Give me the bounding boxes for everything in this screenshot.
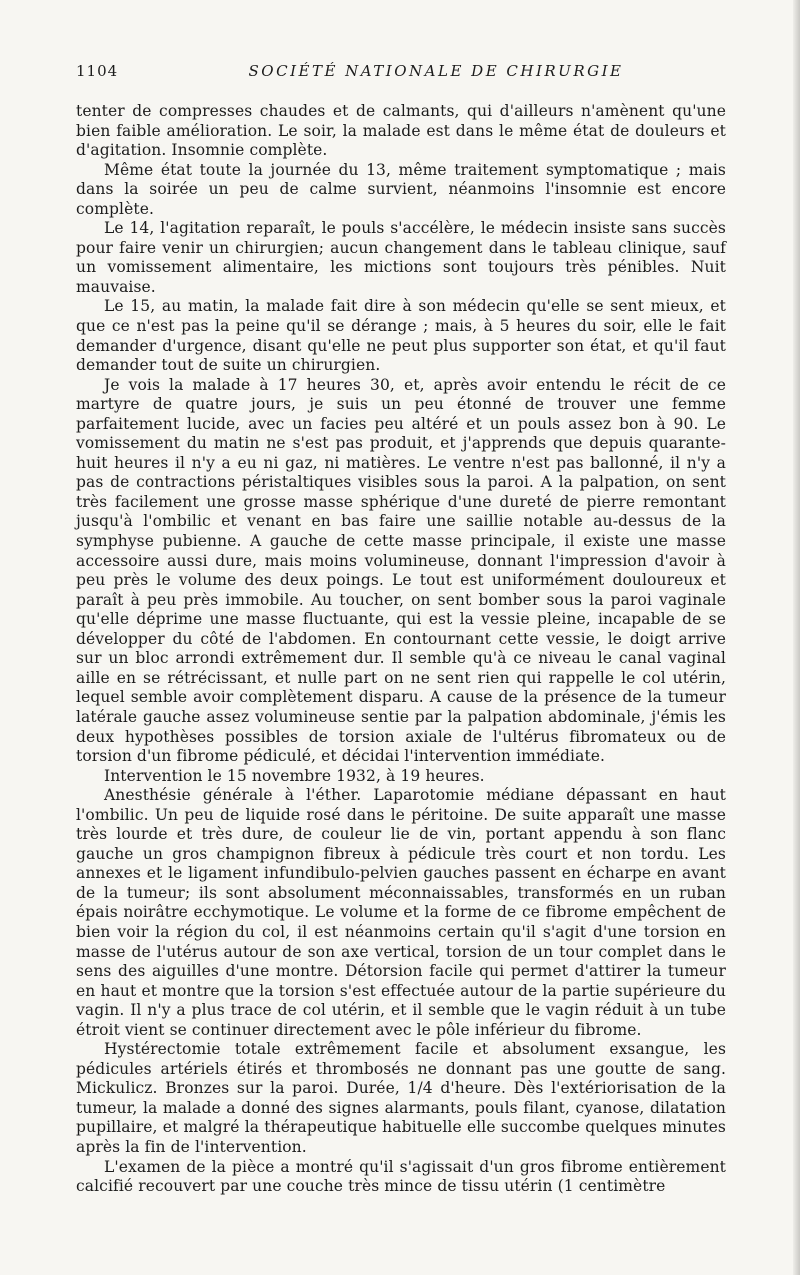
paragraph: Je vois la malade à 17 heures 30, et, après avoir entendu le récit de ce martyre de quatre jours, je suis un peu étonné de trouver une femme parfaitement lucide, avec un facies peu altéré et un pouls assez bon à 90. Le vomissement du matin ne s'est pas produit, et j'apprends que depuis quarante-huit heures il n'y a eu ni gaz, ni matières. Le ventre n'est pas ballonné, il n'y a pas de contractions péristaltiques visibles sous la paroi. A la palpation, on sent très facilement une grosse masse sphérique d'une dureté de pierre remontant jusqu'à l'ombilic et venant en bas faire une saillie notable au-dessus de la symphyse pubienne. A gauche de cette masse principale, il existe une masse accessoire aussi dure, mais moins volumineuse, donnant l'impression d'avoir à peu près le volume des deux poings. Le tout est uniformément douloureux et paraît à peu près immobile. Au toucher, on sent bomber sous la paroi vaginale qu'elle déprime une masse fluctuante, qui est la vessie pleine, incapable de se développer du côté de l'abdomen. En contournant cette vessie, le doigt arrive sur un bloc arrondi extrêmement dur. Il semble qu'à ce niveau le canal vaginal aille en se rétrécissant, et nulle part on ne sent rien qui rappelle le col utérin, lequel semble avoir complètement disparu. A cause de la présence de la tumeur latérale gauche assez volumineuse sentie par la palpation abdominale, j'émis les deux hypothèses possibles de torsion axiale de l'ultérus fibromateux ou de torsion d'un fibrome pédiculé, et décidai l'intervention immédiate. <box>76 375 726 766</box>
paragraph: Anesthésie générale à l'éther. Laparotomie médiane dépassant en haut l'ombilic. Un peu de liquide rosé dans le péritoine. De suite apparaît une masse très lourde et très dure, de couleur lie de vin, portant appendu à son flanc gauche un gros champignon fibreux à pédicule très court et non tordu. Les annexes et le ligament infundibulo-pelvien gauches passent en écharpe en avant de la tumeur; ils sont absolument méconnaissables, transformés en un ruban épais noirâtre ecchymotique. Le volume et la forme de ce fibrome empêchent de bien voir la région du col, il est néanmoins certain qu'il s'agit d'une torsion en masse de l'utérus autour de son axe vertical, torsion de un tour complet dans le sens des aiguilles d'une montre. Détorsion facile qui permet d'attirer la tumeur en haut et montre que la torsion s'est effectuée autour de la partie supérieure du vagin. Il n'y a plus trace de col utérin, et il semble que le vagin réduit à un tube étroit vient se continuer directement avec le pôle inférieur du fibrome. <box>76 786 726 1039</box>
paragraph: Hystérectomie totale extrêmement facile et absolument exsangue, les pédicules artériels étirés et thrombosés ne donnant pas une goutte de sang. Mickulicz. Bronzes sur la paroi. Durée, 1/4 d'heure. Dès l'extériorisation de la tumeur, la malade a donné des signes alarmants, pouls filant, cyanose, dilatation pupillaire, et malgré la thérapeutique habituelle elle succombe quelques minutes après la fin de l'intervention. <box>76 1040 726 1156</box>
paragraph: tenter de compresses chaudes et de calmants, qui d'ailleurs n'amènent qu'une bien faible amélioration. Le soir, la malade est dans le même état de douleurs et d'agitation. Insomnie complète. <box>76 102 726 160</box>
paragraph: Le 14, l'agitation reparaît, le pouls s'accélère, le médecin insiste sans succès pour faire venir un chirurgien; aucun changement dans le tableau clinique, sauf un vomissement alimentaire, les mictions sont toujours très pénibles. Nuit mauvaise. <box>76 219 726 296</box>
running-title: SOCIÉTÉ NATIONALE DE CHIRURGIE <box>248 62 624 80</box>
paragraph: Intervention le 15 novembre 1932, à 19 heures. <box>104 766 485 785</box>
page-number: 1104 <box>76 62 119 80</box>
page-header <box>76 62 726 86</box>
paragraph: Le 15, au matin, la malade fait dire à son médecin qu'elle se sent mieux, et que ce n'est pas la peine qu'il se dérange ; mais, à 5 heures du soir, elle le fait demander d'urgence, disant qu'elle ne peut plus supporter son état, et qu'il faut demander tout de suite un chirurgien. <box>76 297 726 375</box>
paragraph: Même état toute la journée du 13, même traitement symptomatique ; mais dans la soirée un peu de calme survient, néanmoins l'insomnie est encore complète. <box>76 160 726 218</box>
body-text <box>76 102 726 1197</box>
page-edge-shadow <box>793 0 800 1275</box>
paragraph: L'examen de la pièce a montré qu'il s'agissait d'un gros fibrome entièrement calcifié recouvert par une couche très mince de tissu utérin (1 centimètre <box>76 1157 726 1196</box>
